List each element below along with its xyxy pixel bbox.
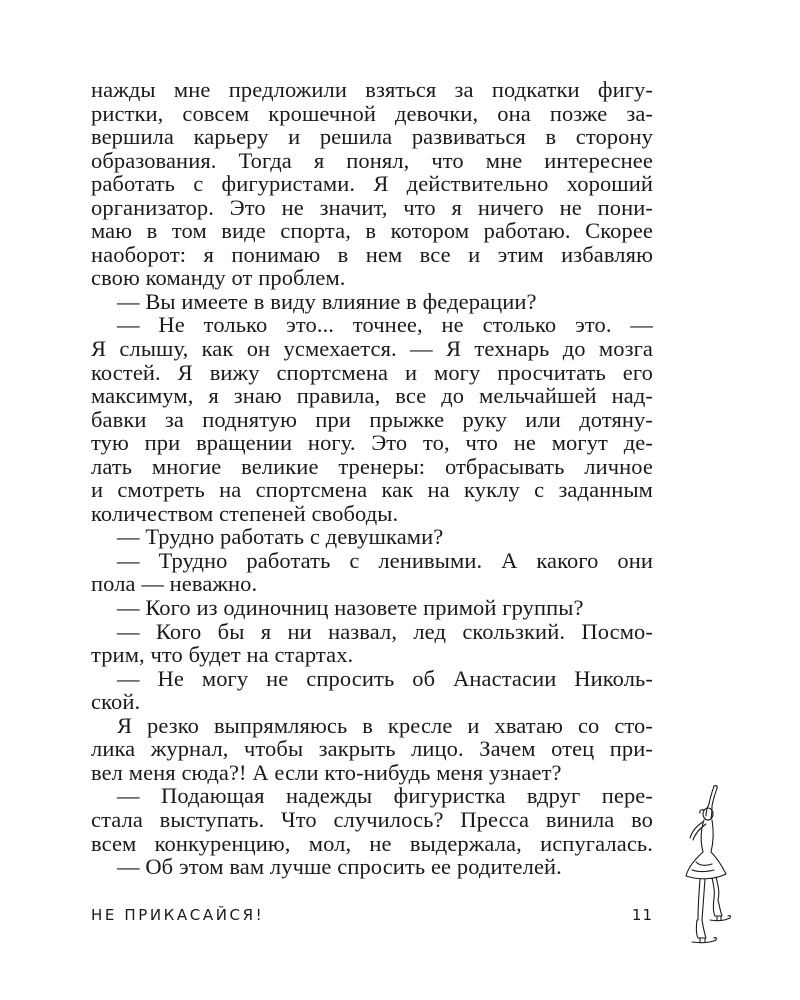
text-line: ристки, совсем крошечной девочки, она позже за- <box>91 100 653 126</box>
text-line: трим, что будет на стартах. <box>91 642 354 668</box>
text-line: — Кого бы я ни назвал, лед скользкий. Посмо- <box>117 618 653 644</box>
text-line: тую при вращении ногу. Это то, что не могут де- <box>91 430 653 456</box>
text-line: — Вы имеете в виду влияние в федерации? <box>117 288 537 314</box>
text-line: — Кого из одиночниц назовете примой группы? <box>117 595 584 621</box>
text-line: нажды мне предложили взяться за подкатки фигу- <box>91 77 653 102</box>
text-line: организатор. Это не значит, что я ничего не пони- <box>91 194 653 220</box>
text-line: образования. Тогда я понял, что мне интереснее <box>91 147 653 173</box>
text-line: вершила карьеру и решила развиваться в сторону <box>91 124 653 150</box>
text-line: всем конкуренцию, мол, не выдержала, испугалась. <box>91 830 653 856</box>
text-line: маю в том виде спорта, в котором работаю. Скорее <box>91 218 653 244</box>
text-line: — Трудно работать с ленивыми. А какого они <box>117 547 653 573</box>
text-line: вел меня сюда?! А если кто-нибудь меня узнает? <box>91 759 562 785</box>
text-line: наоборот: я понимаю в нем все и этим избавляю <box>91 241 653 267</box>
text-line: Я резко выпрямляюсь в кресле и хватаю со сто- <box>117 712 653 738</box>
text-line: костей. Я вижу спортсмена и могу просчитать его <box>91 359 653 385</box>
text-line: — Подающая надежды фигуристка вдруг пере- <box>117 783 653 809</box>
text-line: количеством степеней свободы. <box>91 500 399 526</box>
figure-skater-icon <box>670 782 750 952</box>
text-line: — Не могу не спросить об Анастасии Николь- <box>117 665 653 691</box>
text-line: работать с фигуристами. Я действительно хороший <box>91 171 653 197</box>
text-line: максимум, я знаю правила, все до мельчайшей над- <box>91 383 653 409</box>
page-number: 11 <box>631 906 653 924</box>
body-text <box>91 78 653 879</box>
text-line: лать многие великие тренеры: отбрасывать личное <box>91 453 653 479</box>
text-line: ской. <box>91 689 141 715</box>
text-line: стала выступать. Что случилось? Пресса винила во <box>91 806 653 832</box>
text-line: пола — неважно. <box>91 571 258 597</box>
text-line: бавки за поднятую при прыжке руку или дотяну- <box>91 406 653 432</box>
text-line: — Трудно работать с девушками? <box>117 524 444 550</box>
running-title: НЕ ПРИКАСАЙСЯ! <box>91 906 265 924</box>
text-line: Я слышу, как он усмехается. — Я технарь до мозга <box>91 336 653 362</box>
text-line: — Об этом вам лучше спросить ее родителей. <box>117 854 562 880</box>
text-line: свою команду от проблем. <box>91 265 346 291</box>
text-line: лика журнал, чтобы закрыть лицо. Зачем отец при- <box>91 736 653 762</box>
text-line: — Не только это... точнее, не столько это. — <box>117 312 653 338</box>
text-line: и смотреть на спортсмена как на куклу с заданным <box>91 477 653 503</box>
page-footer <box>91 906 653 930</box>
